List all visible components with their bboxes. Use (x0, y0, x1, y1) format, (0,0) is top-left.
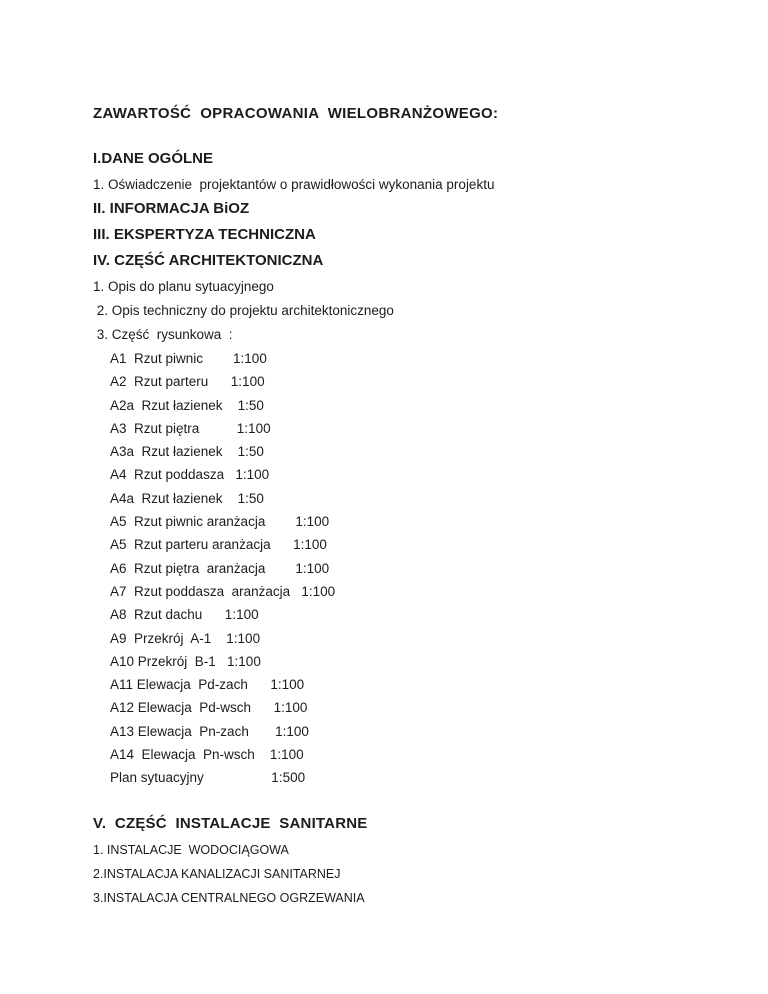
drawing-list-item: A10 Przekrój B-1 1:100 (110, 653, 261, 669)
list-item: 1. Opis do planu sytuacyjnego (93, 279, 274, 294)
list-item: 3. Część rysunkowa : (93, 327, 233, 342)
section-heading-2: II. INFORMACJA BiOZ (93, 200, 250, 217)
list-item: 1. Oświadczenie projektantów o prawidłowości wykonania projektu (93, 177, 495, 192)
drawing-list-item: A6 Rzut piętra aranżacja 1:100 (110, 560, 330, 576)
drawing-list-item: A2 Rzut parteru 1:100 (110, 374, 265, 390)
list-item: 3.INSTALACJA CENTRALNEGO OGRZEWANIA (93, 890, 365, 905)
list-item: 2.INSTALACJA KANALIZACJI SANITARNEJ (93, 866, 341, 881)
drawing-list-item: A12 Elewacja Pd-wsch 1:100 (110, 700, 308, 716)
drawing-list-item: A1 Rzut piwnic 1:100 (110, 351, 267, 366)
drawing-list-item: A13 Elewacja Pn-zach 1:100 (110, 723, 309, 739)
document-title: ZAWARTOŚĆ OPRACOWANIA WIELOBRANŻOWEGO: (93, 105, 499, 122)
list-item: 1. INSTALACJE WODOCIĄGOWA (93, 842, 289, 857)
section-heading-4: IV. CZĘŚĆ ARCHITEKTONICZNA (93, 252, 324, 269)
drawing-list-item: A4 Rzut poddasza 1:100 (110, 467, 270, 483)
drawing-list-item: A11 Elewacja Pd-zach 1:100 (110, 677, 305, 693)
drawing-list-item: A3 Rzut piętra 1:100 (110, 420, 271, 436)
drawing-list-item: Plan sytuacyjny 1:500 (110, 770, 306, 786)
drawing-list-item: A4a Rzut łazienek 1:50 (110, 490, 264, 506)
drawing-list-item: A2a Rzut łazienek 1:50 (110, 397, 264, 413)
drawing-list-item: A14 Elewacja Pn-wsch 1:100 (110, 747, 304, 763)
section-heading-1: I.DANE OGÓLNE (93, 150, 214, 167)
section-heading-3: III. EKSPERTYZA TECHNICZNA (93, 226, 316, 243)
drawing-list-item: A5 Rzut parteru aranżacja 1:100 (110, 537, 327, 553)
drawing-list-item: A3a Rzut łazienek 1:50 (110, 444, 264, 460)
drawing-list-item: A7 Rzut poddasza aranżacja 1:100 (110, 583, 336, 599)
drawing-list-item: A9 Przekrój A-1 1:100 (110, 630, 261, 646)
list-item: 2. Opis techniczny do projektu architektonicznego (93, 303, 394, 318)
section-heading-5: V. CZĘŚĆ INSTALACJE SANITARNE (93, 814, 368, 832)
drawing-list-item: A8 Rzut dachu 1:100 (110, 607, 259, 623)
drawing-list-item: A5 Rzut piwnic aranżacja 1:100 (110, 514, 330, 530)
